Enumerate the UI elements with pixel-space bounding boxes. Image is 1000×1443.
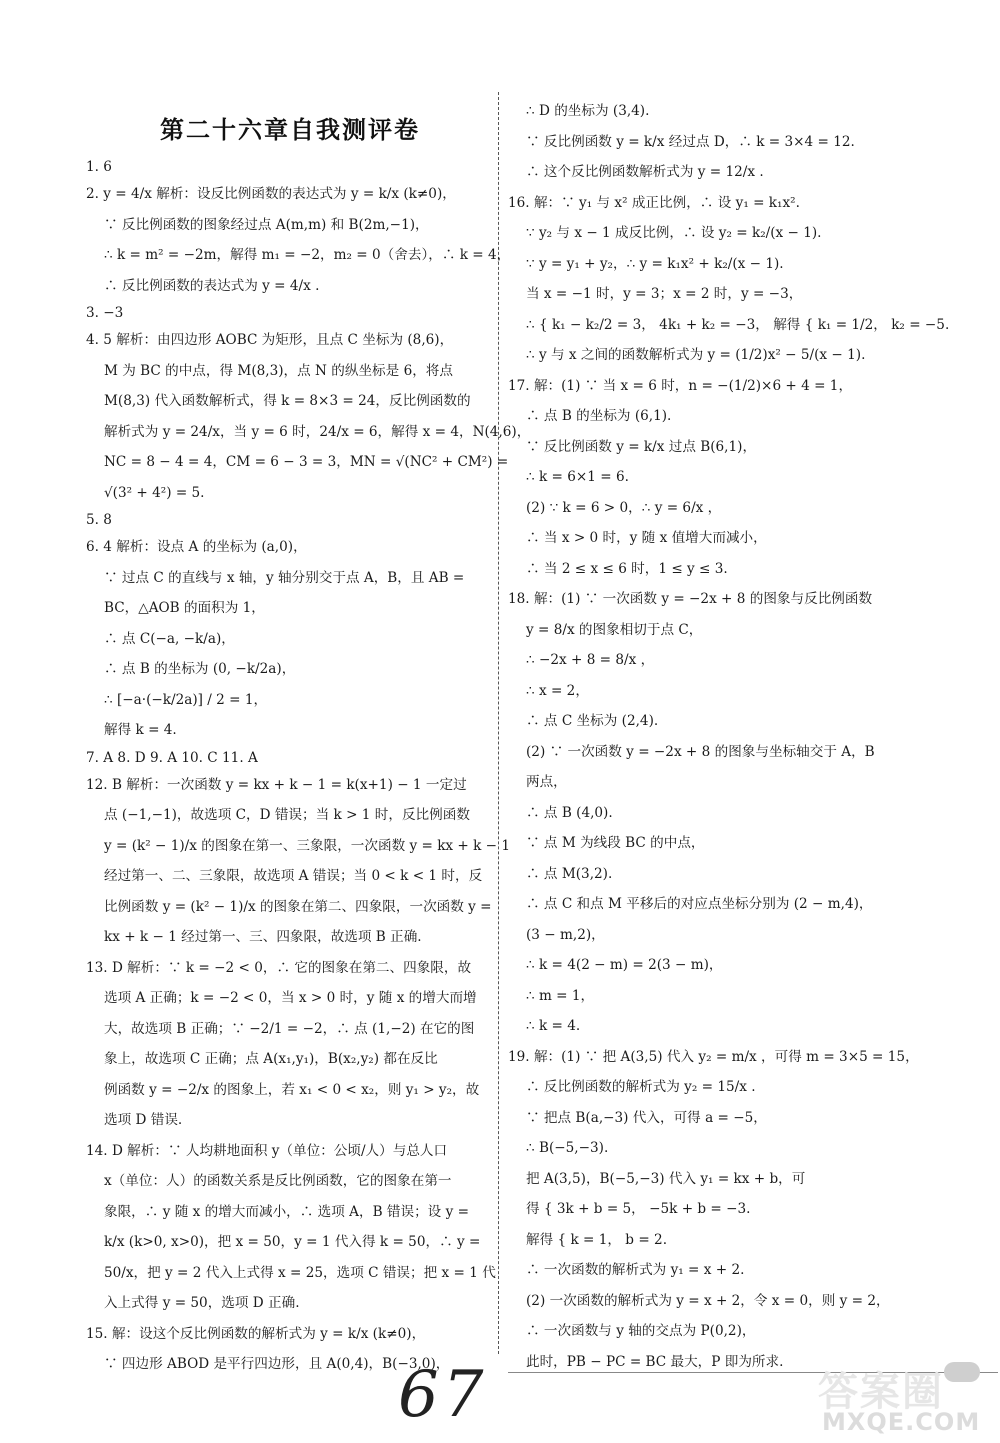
answer-line: ∴ 这个反比例函数解析式为 y = 12/x . [526,164,764,180]
answer-line: ∴ k = 4. [526,1018,581,1034]
answer-line: kx + k − 1 经过第一、三、四象限，故选项 B 正确. [104,929,422,945]
answer-line: ∴ 一次函数与 y 轴的交点为 P(0,2)， [526,1323,756,1339]
watermark-en: MXQE.COM [822,1408,981,1436]
answer-line: 15. 解：设这个反比例函数的解析式为 y = k/x (k≠0)， [86,1325,426,1342]
answer-line: (3 − m,2)， [526,926,605,943]
answer-line: 17. 解：(1) ∵ 当 x = 6 时，n = −(1/2)×6 + 4 = 1， [508,377,853,394]
answer-line: ∴ y 与 x 之间的函数解析式为 y = (1/2)x² − 5/(x − 1). [526,347,866,363]
answer-line: k/x (k>0, x>0)，把 x = 50，y = 1 代入得 k = 50，∴ y = [104,1234,481,1250]
answer-line: ∴ 当 2 ≤ x ≤ 6 时，1 ≤ y ≤ 3. [526,560,728,577]
answer-line: (2) ∵ 一次函数 y = −2x + 8 的图象与坐标轴交于 A，B [526,743,875,760]
watermark-cn: 答案圈 [818,1369,944,1415]
answer-line: 14. D 解析：∵ 人均耕地面积 y（单位：公顷/人）与总人口 [86,1142,448,1159]
answer-line: ∴ k = 4(2 − m) = 2(3 − m)， [526,957,723,973]
answer-line: ∴ 点 C 和点 M 平移后的对应点坐标分别为 (2 − m,4)， [526,896,873,912]
answer-line: (2) ∵ k = 6 > 0，∴ y = 6/x ， [526,499,722,516]
answer-line: ∵ 反比例函数的图象经过点 A(m,m) 和 B(2m,−1)， [104,216,429,233]
answer-line: ∵ 把点 B(a,−3) 代入，可得 a = −5， [526,1109,767,1126]
answer-line: ∴ x = 2， [526,682,589,699]
answer-line: y = (k² − 1)/x 的图象在第一、三象限，一次函数 y = kx + k − 1 [104,837,511,854]
answer-line: ∴ 反比例函数的表达式为 y = 4/x . [104,277,320,294]
answer-line: ∴ 点 C(−a, −k/a)， [104,630,235,647]
answer-line: ∵ 四边形 ABOD 是平行四边形，且 A(0,4)，B(−3,0)， [104,1356,450,1372]
answer-line: 得 { 3k + b = 5， −5k + b = −3. [526,1201,751,1217]
right-column [508,96,950,1377]
answer-line: x（单位：人）的函数关系是反比例函数，它的图象在第一 [104,1173,452,1189]
answer-line: ∴ B(−5,−3). [526,1140,609,1156]
answer-line: ∴ −2x + 8 = 8/x ， [526,652,655,668]
answer-line: M 为 BC 的中点，得 M(8,3)，点 N 的纵坐标是 6，将点 [104,362,453,379]
answer-line: ∴ { k₁ − k₂/2 = 3， 4k₁ + k₂ = −3， 解得 { k₁ = 1/2， k₂ = −5. [526,316,950,333]
answer-line: ∴ 点 B (4,0). [526,804,613,821]
answer-line: 例函数 y = −2/x 的图象上，若 x₁ < 0 < x₂，则 y₁ > y₂，故 [104,1081,480,1098]
answer-line: 3. −3 [86,305,124,321]
answer-line: √(3² + 4²) = 5. [104,484,205,501]
answer-line: y = 8/x 的图象相切于点 C， [526,621,703,638]
answer-line: 比例函数 y = (k² − 1)/x 的图象在第二、四象限，一次函数 y = [104,898,492,915]
answer-line: ∴ 一次函数的解析式为 y₁ = x + 2. [526,1262,745,1278]
answer-line: 解得 { k = 1， b = 2. [526,1231,668,1248]
answer-line: 选项 A 正确；k = −2 < 0，当 x > 0 时，y 随 x 的增大而增 [104,990,477,1006]
answer-line: 象上，故选项 C 正确；点 A(x₁,y₁)，B(x₂,y₂) 都在反比 [104,1051,438,1067]
answer-line: 1. 6 [86,159,112,175]
answer-line: 13. D 解析：∵ k = −2 < 0，∴ 它的图象在第二、四象限，故 [86,959,472,976]
answer-line: 6. 4 解析：设点 A 的坐标为 (a,0)， [86,539,307,555]
answer-line: 19. 解：(1) ∵ 把 A(3,5) 代入 y₂ = m/x ，可得 m = 3×5 = 15， [508,1048,919,1065]
answer-line: ∴ 点 C 坐标为 (2,4). [526,713,659,729]
answer-line: 4. 5 解析：由四边形 AOBC 为矩形，且点 C 坐标为 (8,6)， [86,332,454,348]
answer-line: (2) 一次函数的解析式为 y = x + 2，令 x = 0，则 y = 2， [526,1292,890,1309]
answer-line: ∵ 反比例函数 y = k/x 经过点 D，∴ k = 3×4 = 12. [526,133,855,150]
answer-line: ∴ 点 B 的坐标为 (0, −k/2a)， [104,661,296,677]
answer-line: M(8,3) 代入函数解析式，得 k = 8×3 = 24，反比例函数的 [104,393,471,409]
answer-line: ∴ 点 M(3,2). [526,865,613,882]
answer-line: 选项 D 错误. [104,1112,183,1128]
answer-line: ∵ 点 M 为线段 BC 的中点， [526,835,705,851]
answer-line: 大，故选项 B 正确；∵ −2/1 = −2，∴ 点 (1,−2) 在它的图 [104,1020,475,1037]
handwritten-page-number: 67 [398,1358,488,1432]
answer-line: 象限，∴ y 随 x 的增大而减小，∴ 选项 A，B 错误；设 y = [104,1203,469,1220]
right-answer-lines [508,96,950,1377]
answer-line: ∵ y = y₁ + y₂，∴ y = k₁x² + k₂/(x − 1). [526,255,784,272]
answer-line: 当 x = −1 时，y = 3；x = 2 时，y = −3， [526,286,803,302]
answer-line: ∴ 点 B 的坐标为 (6,1). [526,408,672,424]
answer-line: 16. 解：∵ y₁ 与 x² 成正比例，∴ 设 y₁ = k₁x². [508,194,800,211]
column-divider [498,92,499,1354]
answer-line: ∵ 过点 C 的直线与 x 轴，y 轴分别交于点 A，B，且 AB = [104,569,465,586]
answer-line: 7. A 8. D 9. A 10. C 11. A [86,749,258,766]
answer-line: ∴ [−a·(−k/2a)] / 2 = 1， [104,691,268,708]
answer-line: 经过第一、二、三象限，故选项 A 错误；当 0 < k < 1 时，反 [104,868,483,884]
answer-line: ∴ 当 x > 0 时，y 随 x 值增大而减小， [526,530,767,546]
answer-line: 50/x，把 y = 2 代入上式得 x = 25，选项 C 错误；把 x = 1 代 [104,1264,496,1281]
answer-line: ∵ y₂ 与 x − 1 成反比例，∴ 设 y₂ = k₂/(x − 1). [526,225,822,241]
answer-line: ∴ 反比例函数的解析式为 y₂ = 15/x . [526,1079,756,1095]
answer-line: 点 (−1,−1)，故选项 C，D 错误；当 k > 1 时，反比例函数 [104,807,470,823]
site-watermark [818,1360,986,1436]
page-title: 第二十六章自我测评卷 [160,116,420,144]
answer-line: 18. 解：(1) ∵ 一次函数 y = −2x + 8 的图象与反比例函数 [508,591,873,607]
answer-line: ∴ k = 6×1 = 6. [526,469,629,485]
answer-line: 解析式为 y = 24/x，当 y = 6 时，24/x = 6，解得 x = 4，N(4,6)， [104,423,531,440]
answer-line: ∴ m = 1， [526,987,595,1004]
answer-line: 此时，PB − PC = BC 最大，P 即为所求. [526,1353,784,1370]
answer-line: 解得 k = 4. [104,722,177,738]
answer-line: 两点， [526,774,567,790]
answer-line: ∴ D 的坐标为 (3,4). [526,103,650,119]
answer-line: ∵ 反比例函数 y = k/x 过点 B(6,1)， [526,438,757,455]
answer-line: NC = 8 − 4 = 4，CM = 6 − 3 = 3，MN = √(NC² + CM²) = [104,454,509,470]
answer-line: 2. y = 4/x 解析：设反比例函数的表达式为 y = k/x (k≠0)， [86,186,456,202]
answer-line: 把 A(3,5)，B(−5,−3) 代入 y₁ = kx + b，可 [526,1170,806,1187]
left-answer-lines [86,155,531,1380]
answer-line: ∴ k = m² = −2m，解得 m₁ = −2，m₂ = 0（舍去），∴ k = 4， [104,247,511,263]
answer-line: 5. 8 [86,512,112,528]
answer-line: BC，△AOB 的面积为 1， [104,600,265,616]
left-column [86,92,531,1380]
answer-line: 入上式得 y = 50，选项 D 正确. [104,1295,300,1311]
answer-line: 12. B 解析：一次函数 y = kx + k − 1 = k(x+1) − 1 一定过 [86,776,467,793]
